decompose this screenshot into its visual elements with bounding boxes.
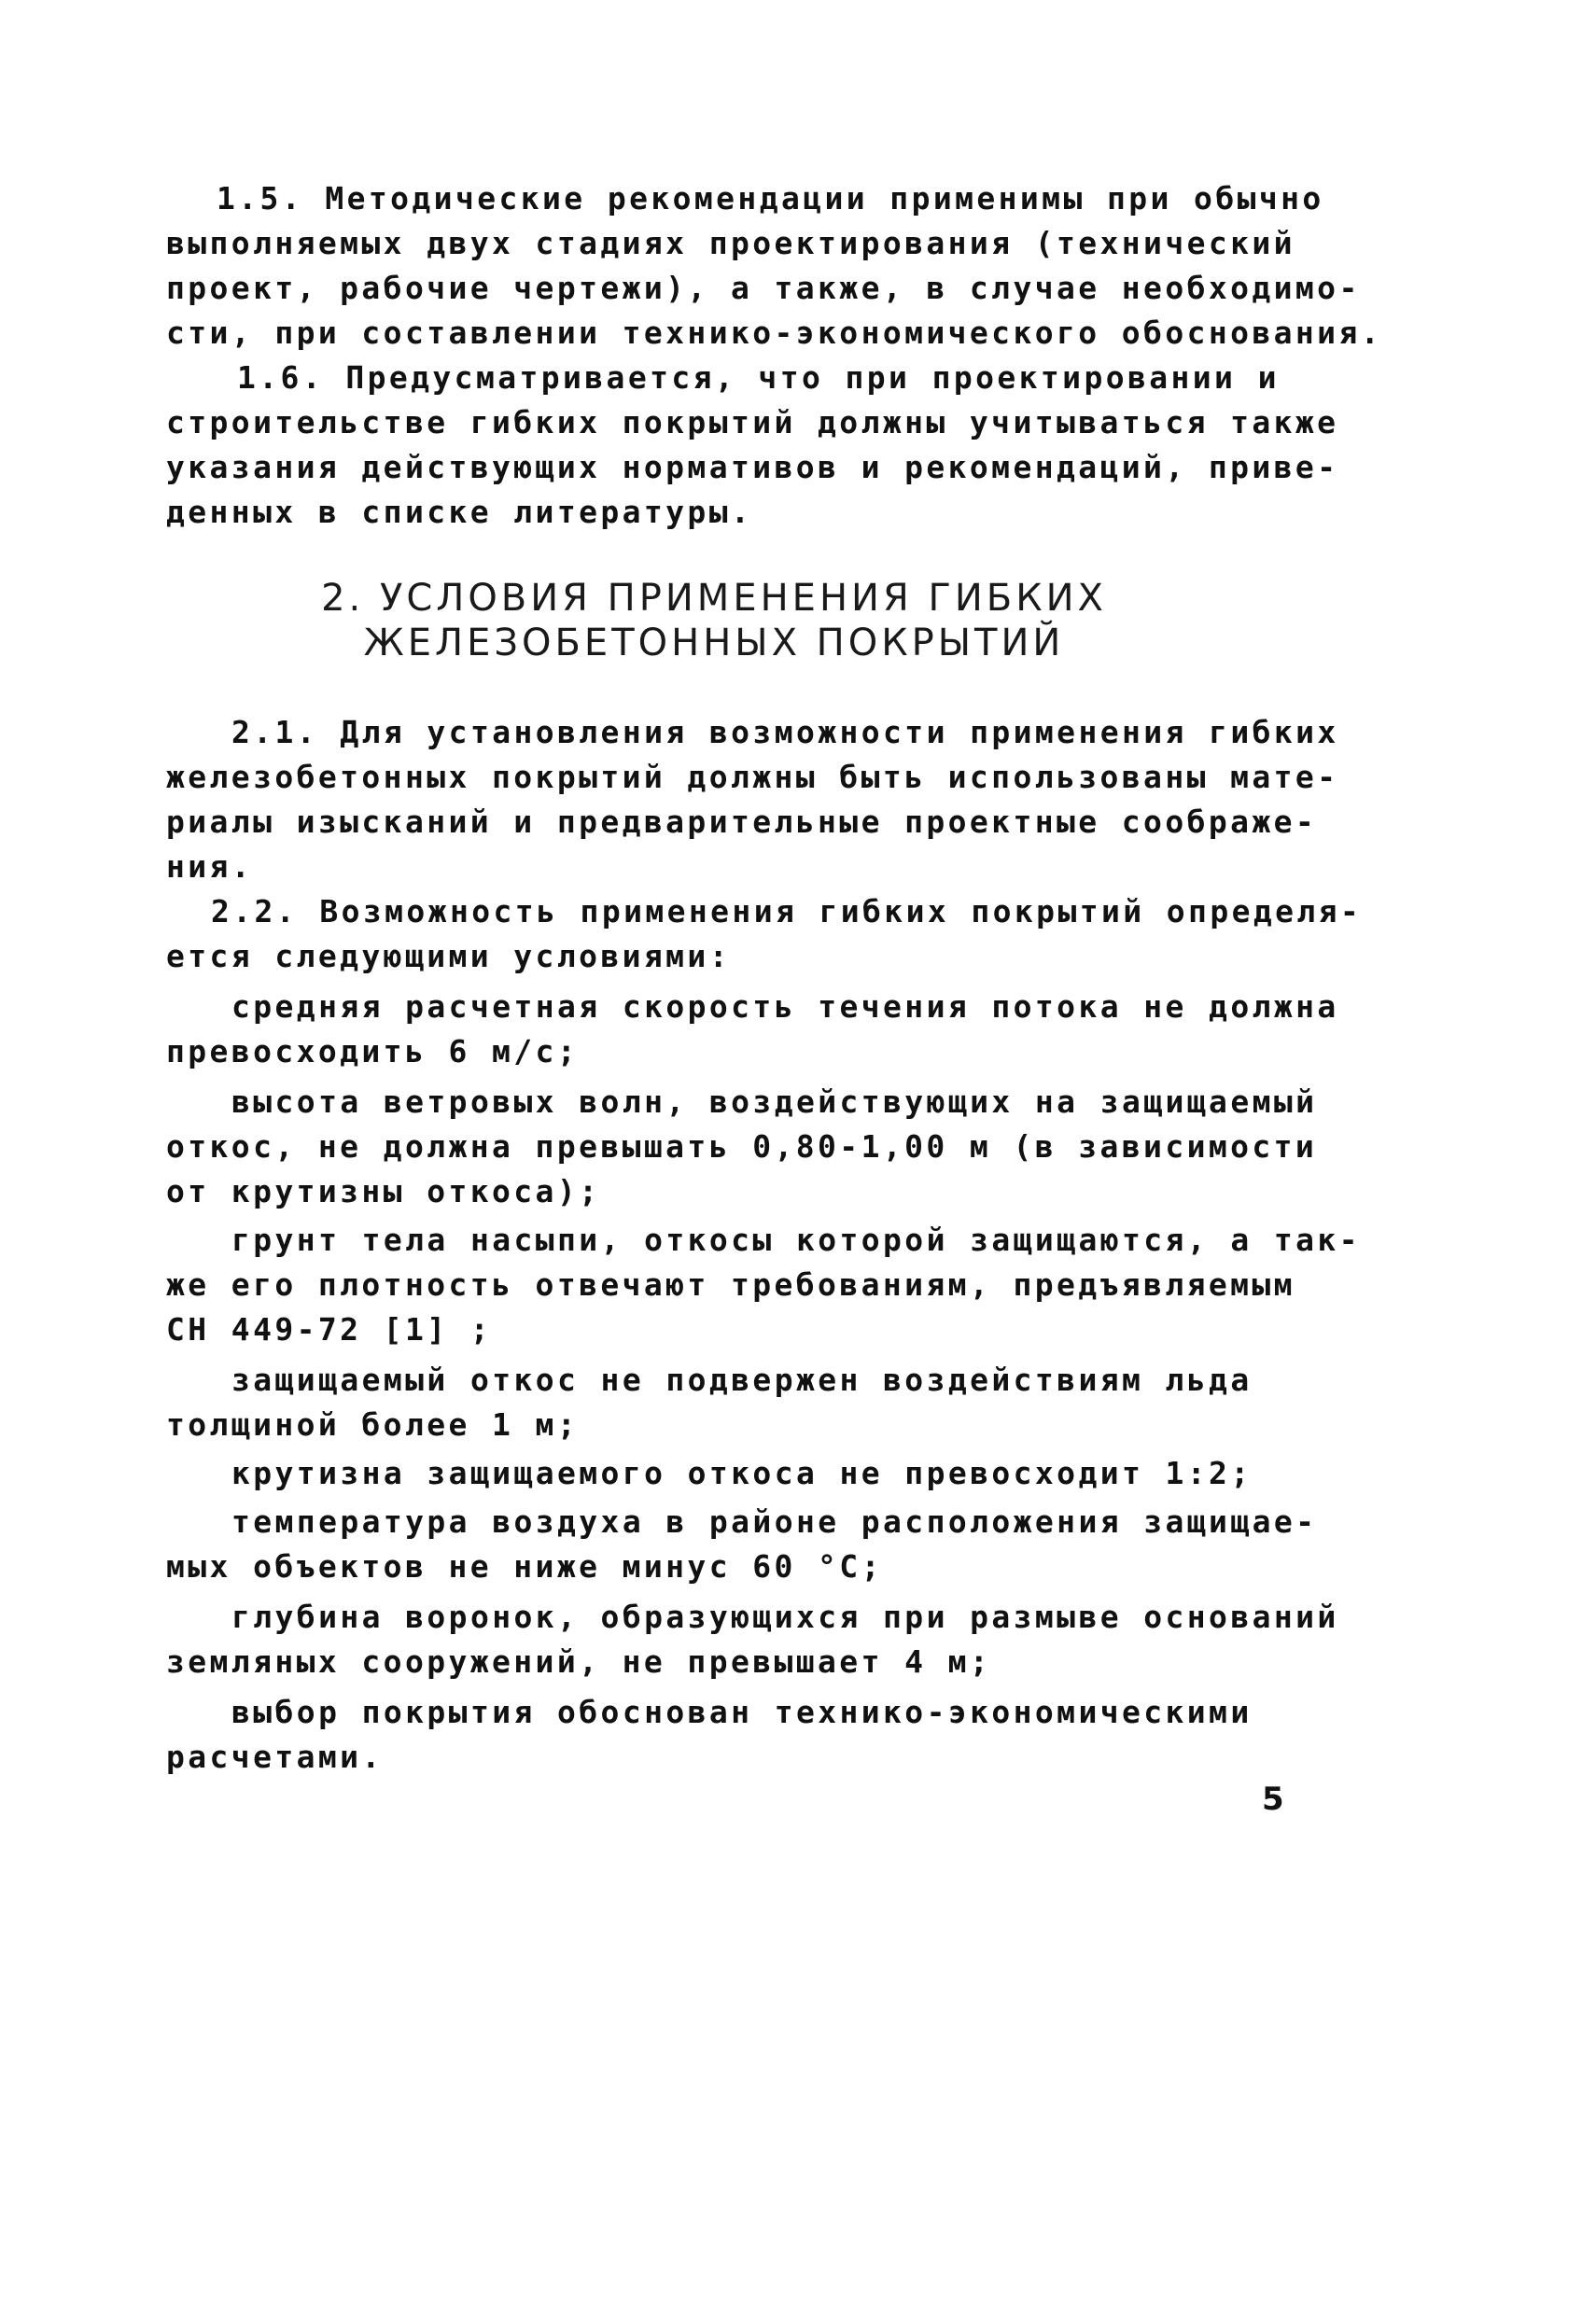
paragraph-1-5-line-4: сти, при составлении технико-экономического обоснования. <box>166 314 1382 351</box>
condition-ice-line-1: защищаемый откос не подвержен воздействиям льда <box>231 1362 1253 1398</box>
paragraph-1-5-line-1: 1.5. Методические рекомендации применимы при обычно <box>217 180 1324 217</box>
condition-temperature-line-1: температура воздуха в районе расположения защищае- <box>231 1503 1318 1540</box>
condition-slope-line-1: крутизна защищаемого откоса не превосходит 1:2; <box>231 1455 1253 1491</box>
paragraph-1-6-line-3: указания действующих нормативов и рекомендаций, приве- <box>166 449 1339 485</box>
condition-selection-line-2: расчетами. <box>166 1739 384 1775</box>
paragraph-2-1-line-1: 2.1. Для установления возможности применения гибких <box>231 714 1339 750</box>
paragraph-1-6-line-4: денных в списке литературы. <box>166 494 753 530</box>
condition-waves-line-1: высота ветровых волн, воздействующих на защищаемый <box>231 1083 1318 1120</box>
section-heading-line-1: 2. УСЛОВИЯ ПРИМЕНЕНИЯ ГИБКИХ <box>321 577 1107 620</box>
condition-craters-line-2: земляных сооружений, не превышает 4 м; <box>166 1643 992 1680</box>
condition-speed-line-1: средняя расчетная скорость течения потока не должна <box>231 988 1339 1025</box>
paragraph-2-1-line-4: ния. <box>166 848 254 885</box>
condition-craters-line-1: глубина воронок, образующихся при размыве оснований <box>231 1599 1339 1635</box>
paragraph-1-5-line-3: проект, рабочие чертежи), а также, в случае необходимо- <box>166 270 1361 306</box>
page-number: 5 <box>1262 1781 1284 1818</box>
paragraph-2-2-line-1: 2.2. Возможность применения гибких покрытий определя- <box>211 893 1363 929</box>
paragraph-1-5-line-2: выполняемых двух стадиях проектирования (технический <box>166 225 1295 261</box>
condition-ice-line-2: толщиной более 1 м; <box>166 1406 580 1443</box>
condition-soil-line-2: же его плотность отвечают требованиям, предъявляемым <box>166 1266 1295 1303</box>
condition-soil-line-3: СН 449-72 [1] ; <box>166 1311 493 1348</box>
condition-waves-line-2: откос, не должна превышать 0,80-1,00 м (в зависимости <box>166 1128 1318 1165</box>
paragraph-2-2-line-2: ется следующими условиями: <box>166 938 731 974</box>
paragraph-1-6-line-1: 1.6. Предусматривается, что при проектировании и <box>237 359 1280 396</box>
condition-selection-line-1: выбор покрытия обоснован технико-экономическими <box>231 1694 1253 1730</box>
paragraph-2-1-line-2: железобетонных покрытий должны быть использованы мате- <box>166 759 1339 795</box>
paragraph-2-1-line-3: риалы изысканий и предварительные проектные соображе- <box>166 804 1318 840</box>
condition-temperature-line-2: мых объектов не ниже минус 60 °С; <box>166 1548 883 1585</box>
condition-waves-line-3: от крутизны откоса); <box>166 1173 601 1209</box>
paragraph-1-6-line-2: строительстве гибких покрытий должны учитываться также <box>166 404 1339 440</box>
condition-speed-line-2: превосходить 6 м/с; <box>166 1033 580 1069</box>
condition-soil-line-1: грунт тела насыпи, откосы которой защищаются, а так- <box>231 1222 1361 1258</box>
section-heading-line-2: ЖЕЛЕЗОБЕТОННЫХ ПОКРЫТИЙ <box>363 622 1065 664</box>
